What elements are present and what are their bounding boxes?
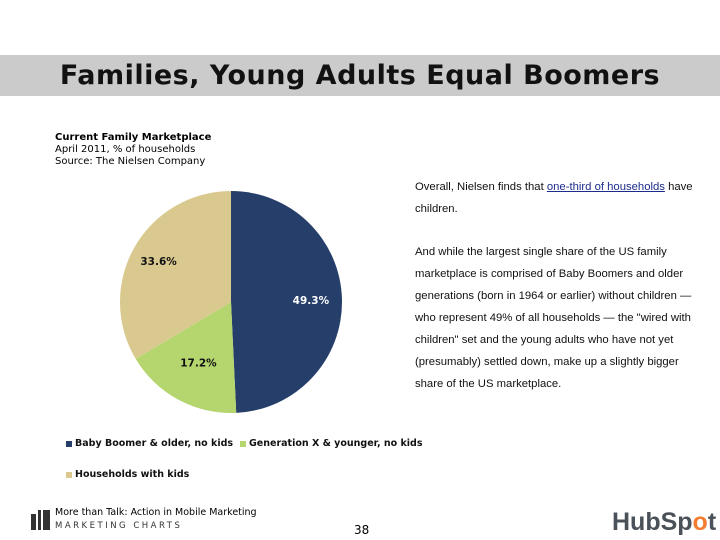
hubspot-logo: HubSpot <box>612 508 717 536</box>
brand-name: MARKETING CHARTS <box>55 521 183 531</box>
legend-label: Baby Boomer & older, no kids <box>75 438 234 449</box>
report-title: More than Talk: Action in Mobile Marketing <box>55 507 257 518</box>
data-label-0: 49.3% <box>292 295 330 308</box>
paragraph-1 <box>415 176 705 220</box>
paragraph-2: And while the largest single share of the US family marketplace is comprised of Baby Boomers and older generations (born in 1964 or earlier) without children — who represent 49% of all households — the "wired with children" set and the young adults who have not yet (presumably) settled down, make up a slightly bigger share of the US marketplace. <box>415 246 692 390</box>
commentary <box>415 176 705 416</box>
legend-swatch <box>66 441 72 447</box>
legend-label: Households with kids <box>75 469 190 480</box>
legend-label: Generation X & younger, no kids <box>249 438 423 449</box>
legend-item-1 <box>240 438 422 449</box>
data-label-2: 33.6% <box>140 255 177 268</box>
marketing-charts-logo-icon <box>31 510 52 530</box>
legend-item-0 <box>66 438 233 449</box>
data-label-1: 17.2% <box>180 357 217 370</box>
legend-item-2 <box>66 469 189 480</box>
chart-source: Source: The Nielsen Company <box>55 156 206 167</box>
page-title: Families, Young Adults Equal Boomers <box>59 60 661 91</box>
text: Overall, Nielsen finds that <box>415 181 547 193</box>
chart-title: Current Family Marketplace <box>55 132 212 143</box>
chart-subtitle: April 2011, % of households <box>55 144 196 155</box>
page-number: 38 <box>354 523 370 537</box>
legend-swatch <box>66 472 72 478</box>
households-link[interactable]: one-third of households <box>546 181 665 193</box>
legend-swatch <box>240 441 246 447</box>
text: have children. <box>415 181 693 215</box>
